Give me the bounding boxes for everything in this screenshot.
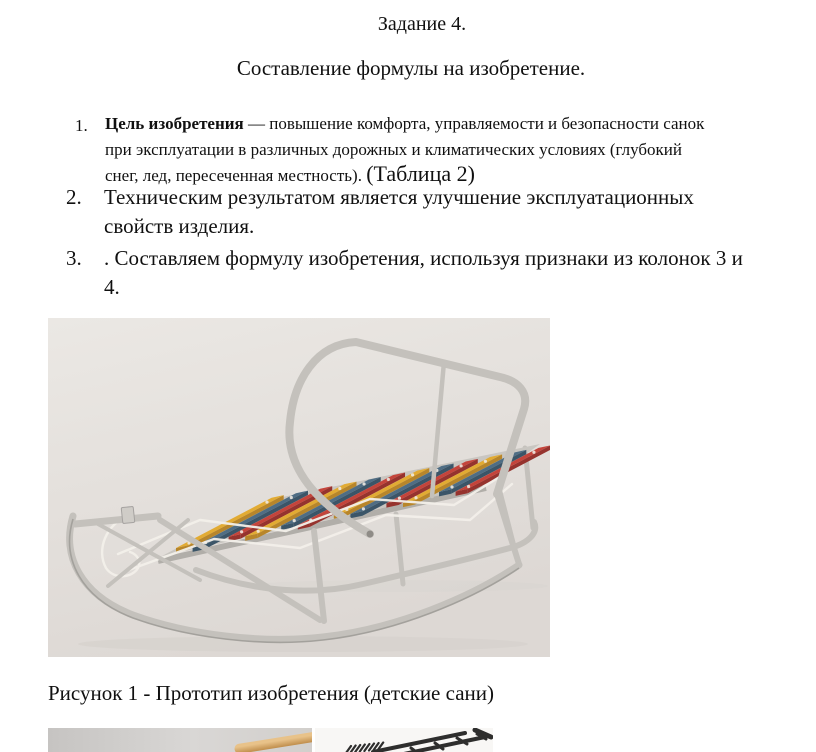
list-item-1-line-1 xyxy=(105,114,704,134)
list-item-1-line-3 xyxy=(105,161,475,186)
figure1-photo xyxy=(48,318,550,657)
figure2-partial-photo xyxy=(48,728,312,752)
sled-illustration xyxy=(48,318,550,657)
wooden-stick-shape xyxy=(234,730,312,752)
list-item-3-line-1: . Составляем формулу изобретения, используя признаки из колонок 3 и xyxy=(104,246,743,270)
list-marker-2: 2. xyxy=(66,185,82,209)
page-subtitle: Составление формулы на изобретение. xyxy=(236,56,586,80)
figure1-caption: Рисунок 1 - Прототип изобретения (детские сани) xyxy=(48,681,494,705)
list-marker-3: 3. xyxy=(66,246,82,270)
list-item-2-line-2: свойств изделия. xyxy=(104,214,255,238)
list-marker-1: 1. xyxy=(75,116,88,135)
list-item-2-line-1: Техническим результатом является улучшение эксплуатационных xyxy=(104,185,694,209)
figure3-partial-photo xyxy=(315,728,493,752)
item1-lead-bold: Цель изобретения xyxy=(105,114,244,133)
item1-line1-rest: — повышение комфорта, управляемости и безопасности санок xyxy=(243,114,705,133)
metal-frame-shape xyxy=(315,728,493,752)
item1-table-reference: (Таблица 2) xyxy=(366,161,475,186)
item1-line3-text: снег, лед, пересеченная местность). xyxy=(105,166,367,185)
backrest-joint xyxy=(367,531,374,538)
front-bracket xyxy=(121,506,135,523)
page-title: Задание 4. xyxy=(377,13,467,35)
list-item-1-line-2: при эксплуатации в различных дорожных и климатических условиях (глубокий xyxy=(105,140,682,159)
list-item-3-line-2: 4. xyxy=(104,275,120,299)
